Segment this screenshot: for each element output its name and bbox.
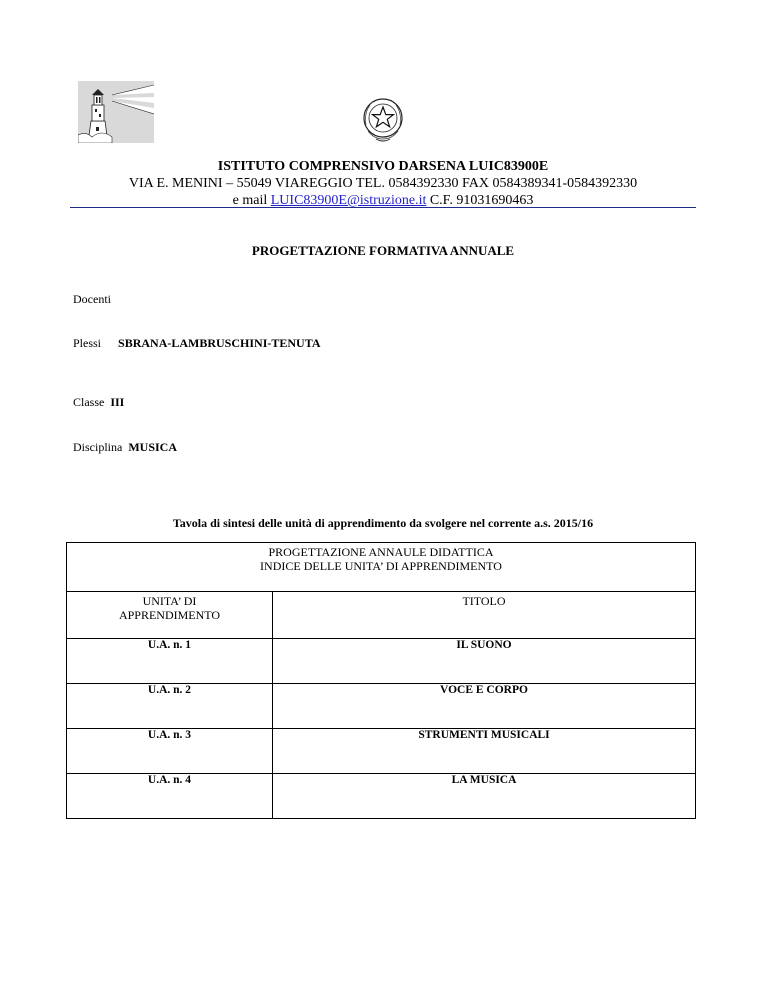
institute-address: VIA E. MENINI – 55049 VIAREGGIO TEL. 0584392330 FAX 0584389341-0584392330 (128, 176, 638, 191)
document-title: PROGETTAZIONE FORMATIVA ANNUALE (251, 243, 515, 258)
email-prefix: e mail (232, 193, 271, 208)
institute-header (70, 158, 696, 209)
disciplina-label: Disciplina (73, 440, 123, 454)
unit-cell: U.A. n. 2 (67, 684, 273, 729)
plessi-value: SBRANA-LAMBRUSCHINI-TENUTA (118, 336, 321, 350)
table-row (67, 639, 696, 684)
unit-cell: U.A. n. 4 (67, 774, 273, 819)
table-caption: Tavola di sintesi delle unità di apprendimento da svolgere nel corrente a.s. 2015/16 (172, 516, 594, 530)
title-cell: IL SUONO (273, 639, 696, 684)
email-link[interactable]: LUIC83900E@istruzione.it (270, 193, 427, 208)
classe-value: III (110, 395, 125, 409)
classe-label: Classe (73, 395, 105, 409)
table-header-line1: PROGETTAZIONE ANNAULE DIDATTICA (268, 545, 494, 559)
docenti-label: Docenti (73, 292, 111, 306)
column-header-unit-line2: APPRENDIMENTO (118, 608, 221, 622)
unit-cell: U.A. n. 1 (67, 639, 273, 684)
republic-emblem-icon (360, 95, 406, 143)
plessi-field (73, 336, 320, 351)
column-header-title: TITOLO (273, 592, 696, 639)
title-cell: LA MUSICA (273, 774, 696, 819)
column-header-unit (67, 592, 273, 639)
disciplina-value: MUSICA (128, 440, 177, 454)
disciplina-field (73, 440, 177, 455)
table-header (67, 543, 696, 592)
docenti-field (73, 292, 111, 307)
classe-field (73, 395, 124, 410)
table-header-line2: INDICE DELLE UNITA’ DI APPRENDIMENTO (260, 559, 502, 573)
plessi-label: Plessi (73, 336, 102, 350)
header-divider (70, 207, 696, 208)
table-row (67, 729, 696, 774)
table-row (67, 684, 696, 729)
table-row (67, 774, 696, 819)
lighthouse-logo-icon (78, 81, 154, 143)
fiscal-code: C.F. 91031690463 (426, 193, 534, 208)
unit-cell: U.A. n. 3 (67, 729, 273, 774)
column-header-unit-line1: UNITA’ DI (142, 594, 197, 608)
title-cell: STRUMENTI MUSICALI (273, 729, 696, 774)
title-cell: VOCE E CORPO (273, 684, 696, 729)
institute-name: ISTITUTO COMPRENSIVO DARSENA LUIC83900E (217, 159, 549, 174)
learning-units-table (66, 542, 696, 819)
